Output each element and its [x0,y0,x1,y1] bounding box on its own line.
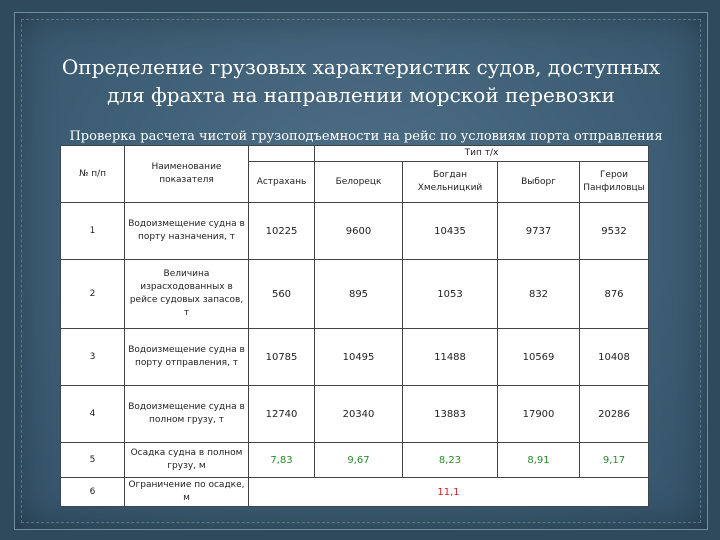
table-cell: 832 [498,260,580,329]
row-number: 5 [61,443,125,478]
table-cell: 560 [249,260,315,329]
table-cell: 7,83 [249,443,315,478]
table-row [61,478,649,507]
table-cell: 12740 [249,386,315,443]
table-row [61,203,649,260]
title-line-2: для фрахта на направлении морской перевозки [107,83,615,107]
table-cell: 9532 [580,203,649,260]
table-cell: 9737 [498,203,580,260]
ship-characteristics-table [60,145,649,507]
table-cell: 876 [580,260,649,329]
slide-title [35,53,687,109]
table-cell: 10435 [403,203,498,260]
table-cell: 10569 [498,329,580,386]
table-cell: 8,23 [403,443,498,478]
table-cell: 11488 [403,329,498,386]
table-cell: 8,91 [498,443,580,478]
row-label: Водоизмещение судна в полном грузу, т [125,386,249,443]
table-cell: 20286 [580,386,649,443]
table-cell: 10408 [580,329,649,386]
table-cell: 1053 [403,260,498,329]
table-cell: 9,67 [315,443,403,478]
row-number: 6 [61,478,125,507]
table-cell: 20340 [315,386,403,443]
slide-subtitle: Проверка расчета чистой грузоподъемности на рейс по условиям порта отправления [69,129,663,144]
header-ship-1: Астрахань [249,162,315,203]
table-cell: 9,17 [580,443,649,478]
table-row [61,386,649,443]
row-number: 1 [61,203,125,260]
table-cell: 9600 [315,203,403,260]
row-label: Величина израсходованных в рейсе судовых запасов, т [125,260,249,329]
header-ship-3: Богдан Хмельницкий [403,162,498,203]
header-ship-type: Тип т/х [315,146,649,162]
table-cell: 895 [315,260,403,329]
table-row [61,329,649,386]
row-number: 4 [61,386,125,443]
table-row [61,260,649,329]
table-cell: 10225 [249,203,315,260]
row-number: 3 [61,329,125,386]
table-cell: 10785 [249,329,315,386]
header-indicator-name: Наименование показателя [125,146,249,203]
header-ship-2: Белорецк [315,162,403,203]
header-ship-4: Выборг [498,162,580,203]
row-label: Ограничение по осадке, м [125,478,249,507]
row-label: Осадка судна в полном грузу, м [125,443,249,478]
header-ship-5: Герои Панфиловцы [580,162,649,203]
data-table-wrapper [60,145,649,507]
table-cell: 13883 [403,386,498,443]
row-number: 2 [61,260,125,329]
header-num: № п/п [61,146,125,203]
table-row [61,443,649,478]
table-cell: 17900 [498,386,580,443]
row-label: Водоизмещение судна в порту назначения, т [125,203,249,260]
row-label: Водоизмещение судна в порту отправления, т [125,329,249,386]
table-cell: 10495 [315,329,403,386]
title-line-1: Определение грузовых характеристик судов, доступных [61,55,661,79]
merged-draft-limit-cell: 11,1 [249,478,649,507]
